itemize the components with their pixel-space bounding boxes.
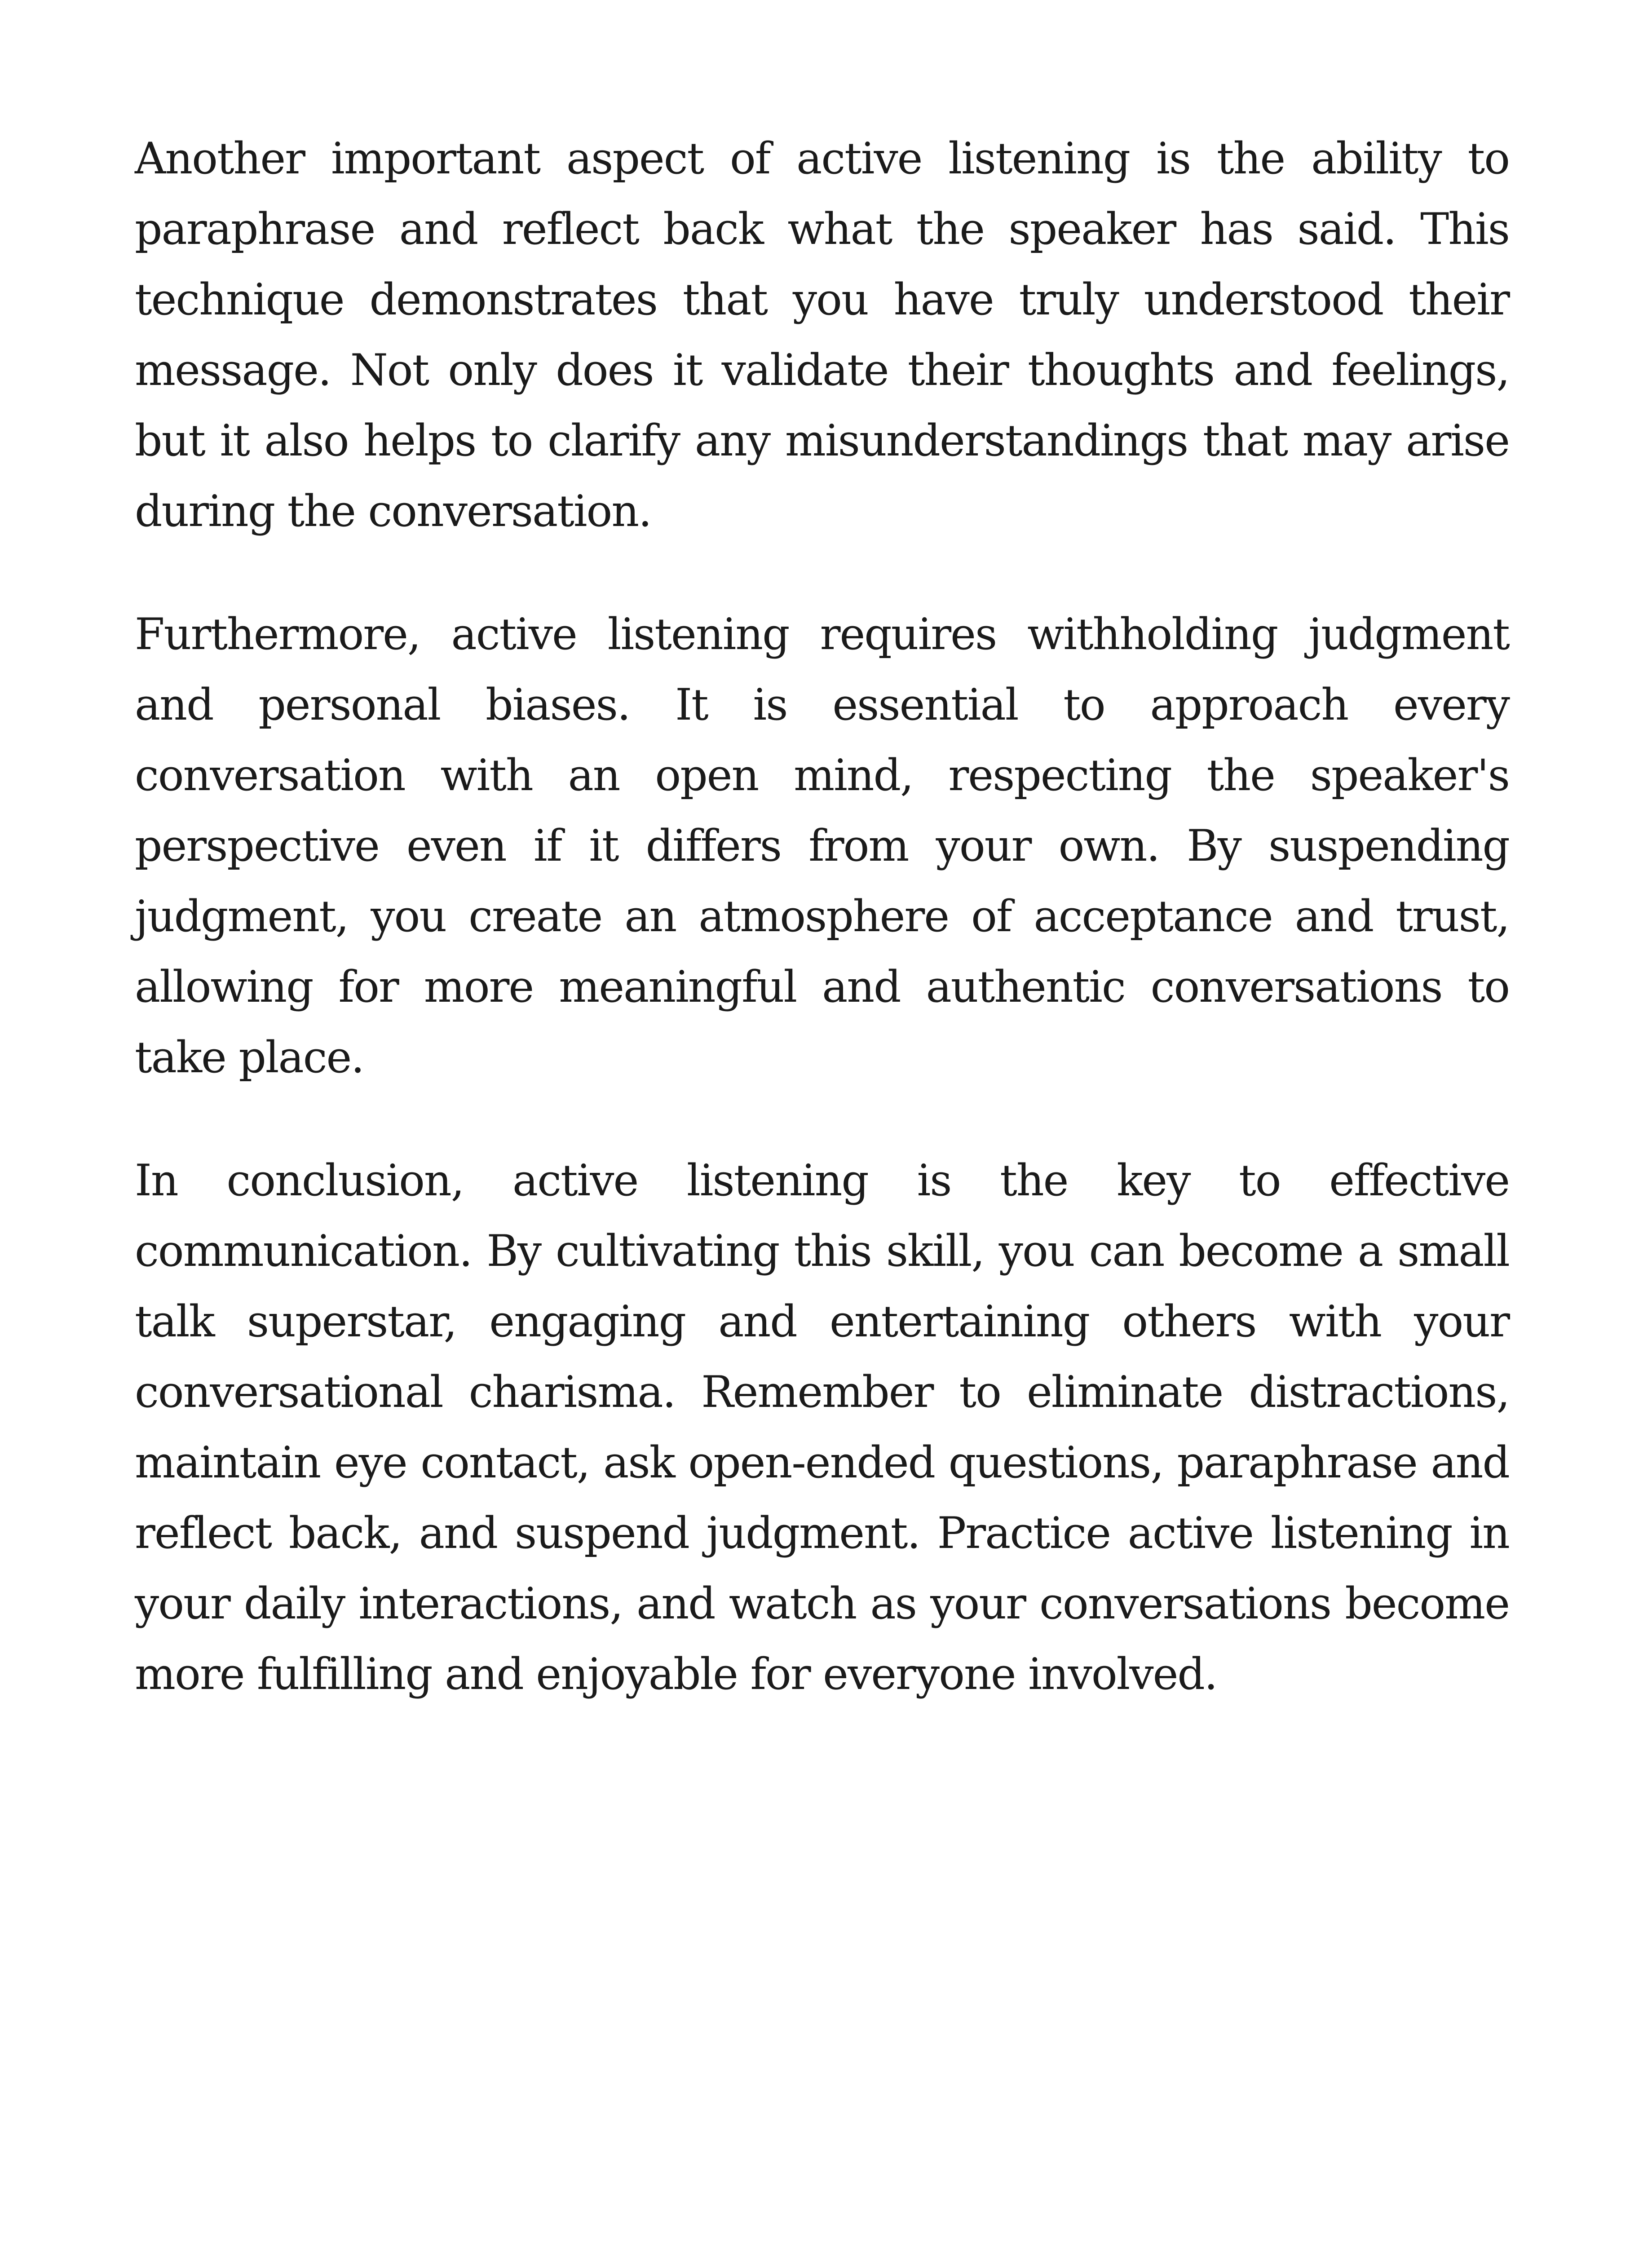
body-text — [135, 124, 1509, 1710]
paragraph-withholding-judgment: Furthermore, active listening requires withholding judgment and personal biases. It is essential to approach every conversation with an open mind, respecting the speaker's perspective even if it differs from your own. By suspending judgment, you create an atmosphere of acceptance and trust, allowing for more meaningful and authentic conversations to take place. — [135, 609, 1509, 1083]
paragraph-paraphrasing: Another important aspect of active listening is the ability to paraphrase and reflect back what the speaker has said. This technique demonstrates that you have truly understood their message. Not only does it validate their thoughts and feelings, but it also helps to clarify any misunderstandings that may arise during the conversation. — [135, 133, 1509, 536]
paragraph-conclusion: In conclusion, active listening is the key to effective communication. By cultivating this skill, you can become a small talk superstar, engaging and entertaining others with your conversational charisma. Remember to eliminate distractions, maintain eye contact, ask open-ended questions, paraphrase and reflect back, and suspend judgment. Practice active listening in your daily interactions, and watch as your conversations become more fulfilling and enjoyable for everyone involved. — [135, 1155, 1509, 1699]
